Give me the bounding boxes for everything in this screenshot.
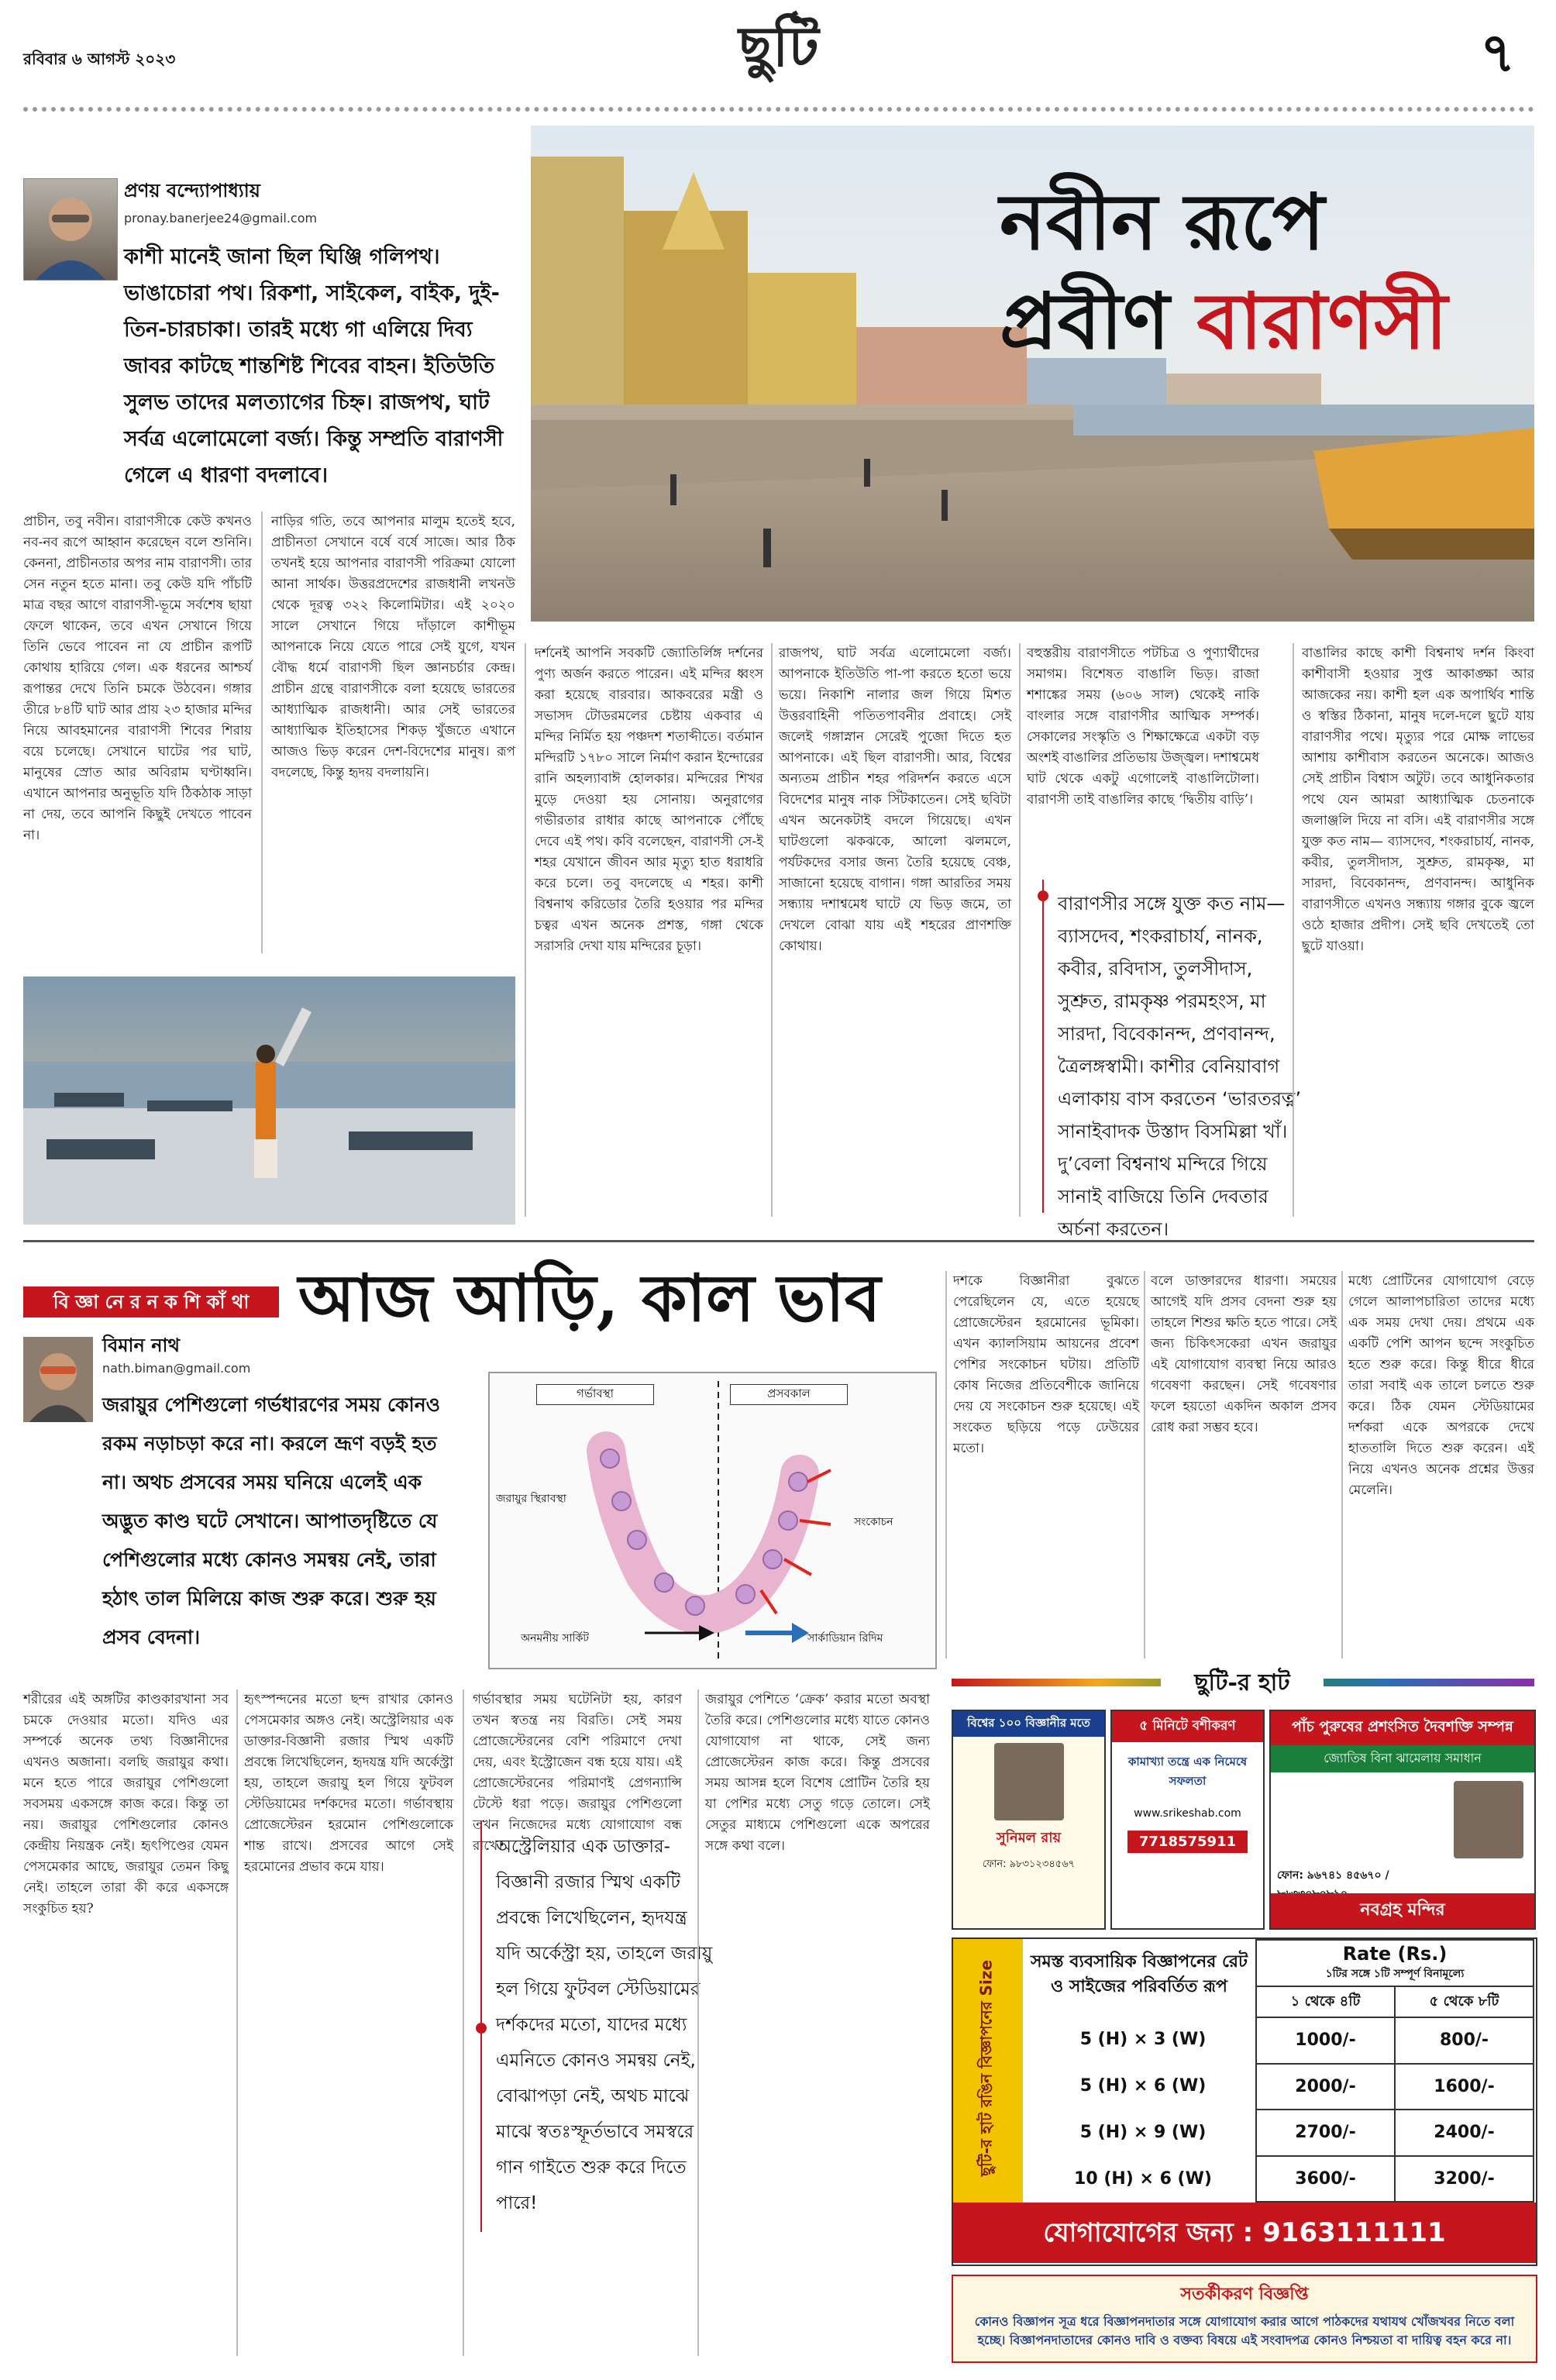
rate-cell: 800/- — [1395, 2017, 1534, 2064]
diagram-label-ring: সার্কাডিয়ান রিদিম — [807, 1632, 883, 1645]
rate-cell: 2400/- — [1395, 2110, 1534, 2156]
size-row: 5 (H) × 6 (W) — [1079, 2076, 1207, 2096]
contact-phone[interactable]: 9163111111 — [1262, 2217, 1446, 2248]
size-row: 10 (H) × 6 (W) — [1074, 2169, 1212, 2189]
body-column-4: রাজপথ, ঘাট সর্বত্র এলোমেলো বর্জ্য। আপনাকে ইতিউতি পা-পা করতে হতো ভয়ে ভয়ে। নিকাশি নালার জল গিয়ে মিশত উত্তরবাহিনী পতিতপাবনীর প্রবাহে। সেই জলেই গঙ্গাস্নান সেরেই পুজো দিতে হত আপনাকে। এই ছিল বারাণসী। আর, বিশ্বের অন্যতম প্রাচীন শহর পরিদর্শন করতে এসে বিদেশের মানুষ নাক সিঁটকাতেন। সেই ছবিটা এখন অনেকটাই বদলে গিয়েছে। এখন ঘাটগুলো ঝকঝকে, আলো ঝলমলে, পর্যটকদের বসার জন্য তৈরি হয়েছে বেঞ্চ, সাজানো হয়েছে বাগান। গঙ্গা আরতির সময় সন্ধ্যায় দশাশ্বমেধ ঘাটে যে ভিড় জমে, তা দেখলে বোঝা যায় এই শহরের প্রাণশক্তি কোথায়। — [779, 646, 1011, 954]
ad-phone: ফোন: ৯৮৩১২৩৪৫৬৭ — [982, 1858, 1076, 1870]
rate-header-cell: Rate (Rs.) ১টির সঙ্গে ১টি সম্পূর্ণ বিনামূল্যে — [1256, 1940, 1534, 1986]
ad-portrait — [994, 1743, 1064, 1820]
column-rule — [1341, 1271, 1343, 1658]
quote-marker-icon — [1038, 890, 1048, 901]
body-column-2: নাড়ির গতি, তবে আপনার মালুম হতেই হবে, প্রাচীনতা সেখানে বর্ষে বর্ষে সাজে। আর ঠিক তখনই হয়ে আপনার বারাণসী পরিক্রমা যোলো আনা সার্থক। উত্তরপ্রদেশের রাজধানী লখনউ থেকে দূরত্ব ৩২২ কিলোমিটার। এই ২০২০ সালে সেখানে গিয়ে দাঁড়ালে কাশীভূম আপনাকে নিয়ে যেতে পারে সেই যুগে, যখন বৌদ্ধ ধর্মে বারাণসী ছিল জ্ঞানচর্চার কেন্দ্র। প্রাচীন গ্রন্থে বারাণসীকে বলা হয়েছে ভারতের আধ্যাত্মিক রাজধানী। আর সেই ভারতের আধ্যাত্মিক ইতিহাসের শিকড় খুঁজতে এখানে আজও ভিড় করেন দেশ-বিদেশের মানুষ। রূপ বদলেছে, কিন্তু হৃদয় বদলায়নি। — [271, 514, 515, 780]
ad-subtitle: জ্যোতিষ বিনা ঝামেলায় সমাধান — [1271, 1745, 1534, 1772]
section-title: ছুটি — [738, 13, 819, 79]
author-email[interactable]: pronay.banerjee24@gmail.com — [124, 211, 318, 226]
body-column-1: প্রাচীন, তবু নবীন। বারাণসীকে কেউ কখনও নব-নব রূপে আহ্বান করেছেন বলে শুনিনি। কেননা, প্রাচীনতার অপর নাম বারাণসী। তার সেন নতুন হতে মানা। তবু কেউ যদি পাঁচটি মাত্র বছর আগে বারাণসী-ভূমে সর্বশেষ ছায়া ফেলে থাকেন, তবে এখন সেখানে গিয়ে তিনি ভেবে পাবেন না যে প্রাচীন রূপটি কোথায় হারিয়ে গেল। এক ধরনের আশ্চর্য রূপান্তর দেখে তিনি চমকে উঠবেন। গঙ্গার তীরে ৮৪টি ঘাট আর প্রায় ২৩ হাজার মন্দির নিয়ে আবহমানের বারাণসী শিবের শিরায় বয়ে চলেছে। সেখানে ঘাটের পর ঘাট, মানুষের স্রোত আর অবিরাম ঘণ্টাধ্বনি। এখানে আপনার অনুভূতি যদি ঠিকঠাক সাড়া না দেয়, তবে আপনি কিছুই দেখতে পাবেন না। — [23, 514, 252, 843]
headline-line2 — [1000, 262, 1448, 391]
article-divider — [23, 1240, 1534, 1242]
rate-cell: 1600/- — [1395, 2064, 1534, 2110]
column-rule — [236, 1689, 238, 2356]
body-column-6: বাঙালির কাছে কাশী বিশ্বনাথ দর্শন কিংবা কাশীবাসী হওয়ার সুপ্ত আকাঙ্ক্ষা আর আজকের নয়। কাশী হল এক অপার্থিব শান্তি ও স্বস্তির ঠিকানা, মানুষ দলে-দলে ছুটে যায় বারাণসীর পথে। মৃত্যুর পরে মোক্ষ লাভের আশায় কাশীবাস করতেন অনেকে। আজও সেই প্রাচীন বিশ্বাস অটুট। তবে আধুনিকতার পথে যেন আমরা আধ্যাত্মিক চেতনাকে জলাঞ্জলি দিয়ে না বসি। এই বারাণসীর সঙ্গে যুক্ত কত নাম— ব্যাসদেব, শংকরাচার্য, নানক, কবীর, তুলসীদাস, সুশ্রুত, রামকৃষ্ণ, মা সারদা, বিবেকানন্দ, প্রণবানন্দ। আধুনিক বারাণসীতে এখনও সন্ধ্যায় গঙ্গার বুকে জ্বলে ওঠে হাজার প্রদীপ। সেই ছবি দেখতেই তো ছুটে যাওয়া। — [1302, 646, 1534, 954]
pull-quote-text: বারাণসীর সঙ্গে যুক্ত কত নাম— ব্যাসদেব, শংকরাচার্য, নানক, কবীর, রবিদাস, তুলসীদাস, সুশ্রুত, রামকৃষ্ণ পরমহংস, মা সারদা, বিবেকানন্দ, প্রণবানন্দ, ত্রৈলঙ্গস্বামী। কাশীর বেনিয়াবাগ এলাকায় বাস করতেন ‘ভারতরত্ন’ সানাইবাদক উস্তাদ বিসমিল্লা খাঁ। দু’বেলা বিশ্বনাথ মন্দিরে গিয়ে সানাই বাজিয়ে তিনি দেবতার অর্চনা করতেন। — [1058, 893, 1302, 1240]
series-kicker: বি জ্ঞা নে র ন ক শি কাঁ থা — [23, 1286, 279, 1317]
rate-cell: 3200/- — [1395, 2156, 1534, 2203]
rate-cell: 3600/- — [1256, 2156, 1395, 2203]
rate-cell: 2000/- — [1256, 2064, 1395, 2110]
issue-date: রবিবার ৬ আগস্ট ২০২৩ — [23, 50, 176, 68]
body-column-5: বহুস্তরীয় বারাণসীতে পটচিত্র ও পুণ্যার্থীদের সমাগম। বিশেষত বাঙালি ভিড়। রাজা শশাঙ্কের সময় (৬০৬ সাল) থেকেই নাকি বাংলার সঙ্গে বারাণসীর আত্মিক সম্পর্ক। সেকালের সংস্কৃতি ও শিক্ষাক্ষেত্রে একটা বড় অংশই বাঙালির প্রতিভায় উজ্জ্বল। দশাশ্বমেধ ঘাট থেকে একটু এগোলেই বাঙালিটোলা। বারাণসী তাই বাঙালির কাছে ‘দ্বিতীয় বাড়ি’। — [1027, 646, 1259, 808]
rate-title: সমস্ত ব্যবসায়িক বিজ্ঞাপনের রেট ও সাইজের পরিবর্তিত রূপ — [1031, 1952, 1248, 1996]
article2-column-6: বলে ডাক্তারদের ধারণা। সময়ের আগেই যদি প্রসব বেদনা শুরু হয় তাহলে শিশুর ক্ষতি হতে পারে। সেই জন্য চিকিৎসকেরা এখন জরায়ুর এই যোগাযোগ ব্যবস্থা নিয়ে আরও গবেষণা করছেন। সেই গবেষণার ফলে হয়তো একদিন অকাল প্রসব রোধ করা সম্ভব হবে। — [1151, 1273, 1337, 1435]
author-email[interactable]: nath.biman@gmail.com — [102, 1361, 251, 1376]
column-rule — [1144, 1271, 1145, 1658]
column-rule — [1293, 643, 1294, 1217]
ad-title: ৫ মিনিটে বশীকরণ — [1112, 1711, 1263, 1742]
ad-name: সুনিমল রায় — [996, 1830, 1062, 1846]
body-column-3: দর্শনেই আপনি সবকটি জ্যোতির্লিঙ্গ দর্শনের পুণ্য অর্জন করতে পারেন। এই মন্দির ধ্বংস করা হয়েছে বারবার। আকবরের মন্ত্রী ও সভাসদ টোডরমলের চেষ্টায় একবার এ মন্দির নির্মিত হয় পঞ্চদশ শতাব্দীতে। বর্তমান মন্দিরটি ১৭৮০ সালে নির্মাণ করান ইন্দোরের রানি অহল্যাবাঈ হোলকার। মন্দিরের শিখর মুড়ে দেওয়া হয় সোনায়। অনুরাগের গভীরতার রাধার কাছে আপনাকে পৌঁছে দেবে এই পথ। কবি বলেছেন, বারাণসী সে-ই শহর যেখানে জীবন আর মৃত্যু হাত ধরাধরি করে চলে। তবু বদলেছে এ শহর। কাশী বিশ্বনাথ করিডোর তৈরি হওয়ার পর মন্দির চত্বর এখন অনেক প্রশস্ত, গঙ্গা থেকে সরাসরি দেখা যায় মন্দিরের চূড়া। — [535, 646, 763, 954]
ad-phone: ফোন: ৯৬৭৪১ ৪৫৬৭০ / — [1277, 1869, 1389, 1882]
ad-navagraha[interactable] — [1269, 1710, 1536, 1930]
ad-website[interactable]: www.srikeshab.com — [1134, 1807, 1241, 1820]
body-column-2: হৃৎস্পন্দনের মতো ছন্দ রাখার কোনও পেসমেকার অঙ্গও নেই। অস্ট্রেলিয়ার এক ডাক্তার-বিজ্ঞানী রজার স্মিথ একটি প্রবন্ধে লিখেছিলেন, হৃদযন্ত্র যদি অর্কেস্ট্রা হয়, তাহলে জরায়ু হল গিয়ে ফুটবল স্টেডিয়ামের দর্শকদের মতো। গর্ভাবস্থায় প্রোজেস্টেরন হরমোন পেশিগুলোকে শান্ত রাখে। প্রসবের আগে সেই হরমোনের প্রভাব কমে যায়। — [244, 1692, 453, 1875]
author-name: প্রণয় বন্দ্যোপাধ্যায় — [124, 180, 260, 201]
ad-portrait — [1454, 1781, 1523, 1858]
masthead — [0, 0, 1556, 116]
rate-col-a: ১ থেকে ৪টি — [1256, 1986, 1395, 2017]
diagram-label-contraction: সংকোচন — [854, 1516, 893, 1528]
ad-title: পাঁচ পুরুষের প্রশংসিত দৈবশক্তি সম্পন্ন — [1271, 1711, 1534, 1745]
classifieds-section — [952, 1666, 1534, 2364]
ad-phone: 7718575911 — [1127, 1831, 1248, 1853]
headline-word-varanasi: বারাণসী — [1196, 275, 1448, 367]
article-uterus — [0, 1248, 945, 2364]
diagram-label-still: জরায়ুর স্থিরাবস্থা — [496, 1493, 566, 1505]
rate-cell: 2700/- — [1256, 2110, 1395, 2156]
author-name: বিমান নাথ — [102, 1335, 181, 1356]
pull-quote-text: অস্ট্রেলিয়ার এক ডাক্তার-বিজ্ঞানী রজার স্মিথ একটি প্রবন্ধে লিখেছিলেন, হৃদযন্ত্র যদি অর্কেস্ট্রা হয়, তাহলে জরায়ু হল গিয়ে ফুটবল স্টেডিয়ামের দর্শকদের মতো, যাদের মধ্যে এমনিতে কোনও সমন্বয় নেই, বোঝাপড়া নেই, অথচ মাঝে মাঝে স্বতঃস্ফূর্তভাবে সমস্বরে গান গাইতে শুরু করে দিতে পারে! — [496, 1837, 713, 2213]
masthead-divider — [23, 107, 1534, 112]
rate-table — [1255, 1939, 1534, 2203]
article-intro: কাশী মানেই জানা ছিল ঘিঞ্জি গলিপথ। ভাঙাচোরা পথ। রিকশা, সাইকেল, বাইক, দুই-তিন-চারচাকা। তারই মধ্যে গা এলিয়ে দিব্য জাবর কাটছে শান্তশিষ্ট শিবের বাহন। ইতিউতি সুলভ তাদের মলত্যাগের চিহ্ন। রাজপথ, ঘাট সর্বত্র এলোমেলো বর্জ্য। কিন্তু সম্প্রতি বারাণসী গেলে এ ধারণা বদলাবে। — [124, 245, 504, 487]
size-row: 5 (H) × 3 (W) — [1079, 2030, 1207, 2049]
column-rule — [261, 511, 263, 953]
ad-name: কামাখ্যা তন্ত্রে এক নিমেষে সফলতা — [1127, 1755, 1248, 1788]
headline-word-prabin: প্রবীণ — [1000, 275, 1170, 367]
page-number: ৭ — [1480, 21, 1516, 84]
author-photo — [23, 1337, 93, 1422]
article2-column-7: মধ্যে প্রোটিনের যোগাযোগ বেড়ে গেলে আলাপচারিতা তাদের মধ্যে এক সময় দেখা দেয়। প্রথমে এক একটি পেশি আপন ছন্দে সংকুচিত হতে শুরু করে। কিন্তু ধীরে ধীরে তারা সবাই এক তালে চলতে শুরু করে। ঠিক যেমন স্টেডিয়ামের দর্শকরা একে অপরকে দেখে হাততালি দিতে শুরু করেন। এই নিয়ে এখনও অনেক প্রশ্নের উত্তর মেলেনি। — [1348, 1273, 1534, 1498]
column-rule — [697, 1689, 699, 2356]
article-intro: জরায়ুর পেশিগুলো গর্ভধারণের সময় কোনও রকম নড়াচড়া করে না। করলে ভ্রূণ বড়ই হত না। অথচ প্রসবের সময় ঘনিয়ে এলেই এক অদ্ভুত কাণ্ড ঘটে সেখানে। আপাতদৃষ্টিতে যে পেশিগুলোর মধ্যে কোনও সমন্বয় নেই, তারা হঠাৎ তাল মিলিয়ে কাজ শুরু করে। শুরু হয় প্রসব বেদনা। — [102, 1393, 441, 1648]
column-rule — [463, 1689, 464, 2356]
body-column-4: জরায়ুর পেশিতে ‘ক্রেক’ করার মতো অবস্থা তৈরি করে। পেশিগুলোর মধ্যে যাতে কোনও যোগাযোগ না থাকে, সেই জন্য প্রোজেস্টেরন কাজ করে। কিন্তু প্রসবের সময় আসন্ন হলে বিশেষ প্রোটিন তৈরি হয় যা পেশির মধ্যে সেতু গড়ে তোলে। সেই সেতুর মাধ্যমে পেশিগুলো একে অপরের সঙ্গে কথা বলে। — [705, 1692, 930, 1854]
article2-column-5: দশকে বিজ্ঞানীরা বুঝতে পেরেছিলেন যে, এতে হয়েছে প্রোজেস্টেরন হরমোনের ভূমিকা। এখন ক্যালসিয়াম আয়নের প্রবেশ পেশির সংকোচন ঘটায়। প্রতিটি কোষ নিজের প্রতিবেশীকে জানিয়ে দেয় যে সংকোচন শুরু হয়েছে। এই সংকেত ছড়িয়ে পড়ে ঢেউয়ের মতো। — [953, 1273, 1139, 1456]
diagram-label-labour: প্রসবকাল — [730, 1384, 848, 1405]
diagram-label-pregnancy: গর্ভাবস্থা — [536, 1384, 654, 1405]
rate-cell: 1000/- — [1256, 2017, 1395, 2064]
column-rule — [771, 643, 773, 1217]
size-list — [1031, 2017, 1255, 2203]
article-headline: আজ আড়ি, কাল ভাব — [298, 1259, 881, 1336]
body-column-1: শরীরের এই অঙ্গটির কাণ্ডকারখানা সব চমকে দেওয়ার মতো। যদিও এর সম্পর্কে অনেক তথ্য বিজ্ঞানীদের এখনও অজানা। বলছি জরায়ুর কথা। মনে হতে পারে জরায়ুর পেশিগুলো সবসময় একসঙ্গে কাজ করে। কিন্তু তা নয়। জরায়ুর পেশিগুলোর কোনও কেন্দ্রীয় নিয়ন্ত্রক নেই। হৃৎপিণ্ডের যেমন পেসমেকার আছে, জরায়ুর তেমন কিছু নেই। তাহলে তারা কী করে একসঙ্গে সংকুচিত হয়? — [23, 1692, 229, 1917]
notice-text: কোনও বিজ্ঞাপন সূত্র ধরে বিজ্ঞাপনদাতার সঙ্গে যোগাযোগ করার আগে পাঠকদের যথাযথ খোঁজখবর নিতে বলা হচ্ছে। বিজ্ঞাপনদাতাদের কোনও দাবি ও বক্তব্য বিষয়ে এই সংবাদপত্র কোনও নিশ্চয়তা বা দায়িত্ব বহন করে না। — [974, 2314, 1515, 2347]
column-rule — [945, 1271, 947, 1658]
ad-name: নবগ্রহ মন্দির — [1271, 1893, 1534, 1928]
column-rule — [525, 643, 526, 1217]
ad-vashikaran[interactable] — [1110, 1710, 1265, 1930]
headline-line1: নবীন রূপে — [1000, 176, 1325, 267]
ad-title: বিশ্বের ১০০ বিজ্ঞানীর মতে — [953, 1711, 1104, 1737]
body-column-3: গর্ভাবস্থার সময় ঘটেনিটা হয়, কারণ তখন স্বতন্ত্র নয় বিরতি। সেই সময় প্রোজেস্টেরনের বেশি পরিমাণে দেখা দেয়, এবং ইস্ট্রোজেন বন্ধ হয়ে যায়। এই প্রোজেস্টেরনের পরিমাণই প্রেগন্যান্সি টেস্টে ধরা পড়ে। জরায়ুর পেশিগুলো তখন নিজেদের মধ্যে যোগাযোগ বন্ধ রাখে। — [473, 1692, 682, 1854]
article-varanasi — [0, 116, 1556, 1240]
rate-side-label: ছুটি-র হাট রঙিন বিজ্ঞাপনের Size — [953, 1939, 1023, 2203]
diagram-label-random: অনমনীয় সার্কিট — [521, 1632, 590, 1645]
rate-col-b: ৫ থেকে ৮টি — [1395, 1986, 1534, 2017]
contact-bar[interactable] — [953, 2203, 1536, 2263]
aarti-photo — [23, 976, 515, 1224]
uterus-diagram — [488, 1372, 937, 1669]
notice-title: সতর্কীকরণ বিজ্ঞপ্তি — [1180, 2285, 1309, 2304]
column-rule — [1019, 643, 1021, 1217]
pull-quote-box — [480, 1821, 713, 2232]
rate-card — [952, 1937, 1537, 2266]
pull-quote-box — [1042, 880, 1306, 1240]
contact-label: যোগাযোগের জন্য : — [1043, 2217, 1254, 2248]
warning-notice — [952, 2275, 1537, 2363]
classifieds-header: ছুটি-র হাট — [1161, 1666, 1324, 1700]
ad-astrology-1[interactable] — [952, 1710, 1106, 1930]
quote-marker-icon — [476, 2023, 487, 2034]
author-photo — [23, 178, 118, 281]
size-row: 5 (H) × 9 (W) — [1079, 2123, 1207, 2142]
